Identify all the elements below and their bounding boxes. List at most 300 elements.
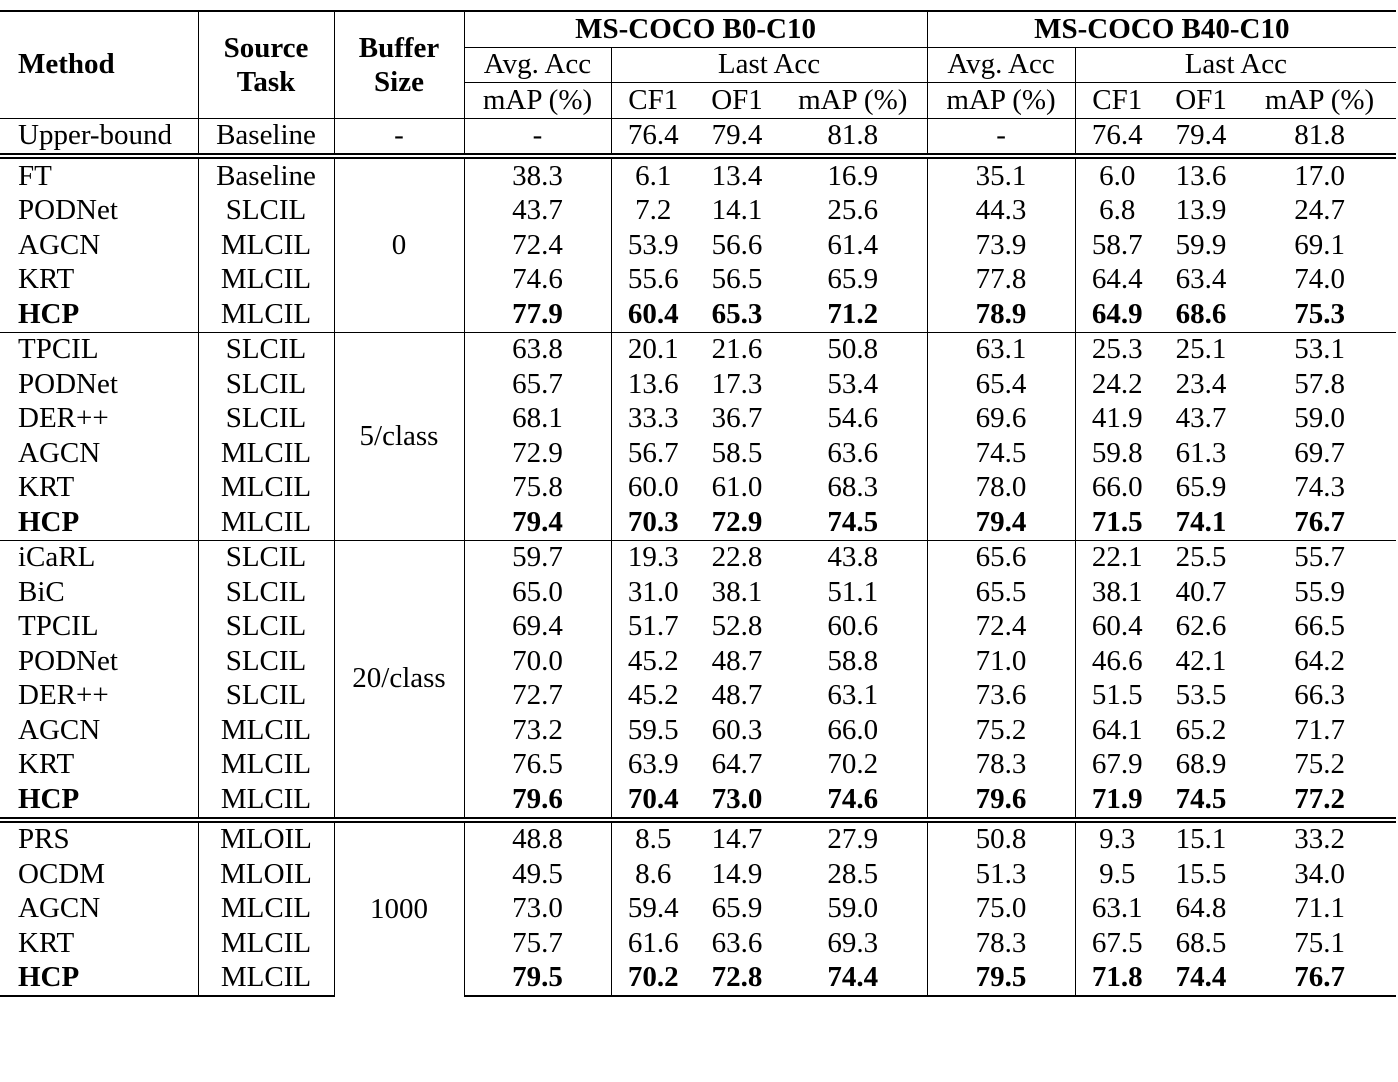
g2-of1-cell: 65.9 xyxy=(1175,471,1227,504)
g1-map-cell: 60.6 xyxy=(827,610,879,643)
method-cell: HCP xyxy=(18,782,80,815)
g2-of1-cell: 68.6 xyxy=(1175,297,1227,330)
g2-of1-cell: 25.1 xyxy=(1159,332,1243,367)
method-cell: DER++ xyxy=(18,402,109,435)
g1-cf1-cell: 60.4 xyxy=(611,297,695,332)
g1-avg-cell: 79.6 xyxy=(464,782,611,820)
table-body xyxy=(0,156,1396,996)
g2-of1-cell: 40.7 xyxy=(1175,575,1227,608)
g1-of1-cell: 48.7 xyxy=(711,679,763,712)
g1-of1-cell: 14.7 xyxy=(695,820,779,858)
g1-map-cell: 74.6 xyxy=(827,782,879,815)
g1-avg-map-header: mAP (%) xyxy=(464,83,611,119)
g1-cf1-cell: 31.0 xyxy=(611,575,695,610)
g2-map-cell: 71.1 xyxy=(1294,892,1345,925)
group2-header: MS-COCO B40-C10 xyxy=(927,11,1396,47)
upper-g1-cf1-cell: 76.4 xyxy=(611,118,695,156)
g2-of1-cell: 13.6 xyxy=(1159,156,1243,194)
g1-of1-cell: 14.9 xyxy=(711,857,763,890)
g2-of1-cell: 23.4 xyxy=(1175,367,1227,400)
method-cell: PODNet xyxy=(18,644,118,677)
g1-of1-header: OF1 xyxy=(711,83,763,116)
g1-map-cell: 61.4 xyxy=(827,228,879,261)
g2-of1-cell: 53.5 xyxy=(1175,679,1227,712)
g2-cf1-header: CF1 xyxy=(1075,83,1159,119)
g2-of1-cell: 68.5 xyxy=(1175,926,1227,959)
g1-avg-acc-header: Avg. Acc xyxy=(464,47,611,83)
g2-avg-cell: 78.9 xyxy=(927,297,1075,332)
source-cell: MLOIL xyxy=(198,820,334,858)
g2-avg-cell: 79.6 xyxy=(927,782,1075,820)
g2-avg-cell: 65.6 xyxy=(927,540,1075,575)
table-row xyxy=(0,402,1396,437)
method-cell: TPCIL xyxy=(0,332,198,367)
g1-map-cell: 71.2 xyxy=(827,297,879,330)
upper-source-cell: Baseline xyxy=(198,118,334,156)
buffer-size-cell: 1000 xyxy=(334,820,464,997)
method-cell: PODNet xyxy=(18,194,118,227)
source-cell: MLCIL xyxy=(198,297,334,332)
g2-map-cell: 66.3 xyxy=(1294,679,1345,712)
g1-of1-cell: 60.3 xyxy=(711,713,763,746)
table-row xyxy=(0,436,1396,471)
source-cell: SLCIL xyxy=(198,679,334,714)
g2-cf1-cell: 60.4 xyxy=(1075,610,1159,645)
g2-cf1-cell: 58.7 xyxy=(1075,228,1159,263)
table-row xyxy=(0,926,1396,961)
g1-avg-cell: 74.6 xyxy=(464,263,611,298)
upper-g2-cf1-cell: 76.4 xyxy=(1075,118,1159,156)
g1-map-cell: 63.6 xyxy=(827,436,879,469)
table-row xyxy=(0,679,1396,714)
g1-map-cell: 69.3 xyxy=(827,926,879,959)
g2-cf1-cell: 9.5 xyxy=(1075,857,1159,892)
buffer-size-cell: 5/class xyxy=(334,332,464,540)
g1-last-acc-header: Last Acc xyxy=(611,47,927,83)
g2-of1-cell: 42.1 xyxy=(1175,644,1227,677)
g2-cf1-cell: 66.0 xyxy=(1075,471,1159,506)
g1-of1-cell: 58.5 xyxy=(711,436,763,469)
g1-cf1-header: CF1 xyxy=(611,83,695,119)
source-cell: MLCIL xyxy=(198,471,334,506)
table-row xyxy=(0,367,1396,402)
method-cell: PRS xyxy=(0,820,198,858)
g1-of1-cell: 38.1 xyxy=(711,575,763,608)
g1-cf1-cell: 33.3 xyxy=(611,402,695,437)
g1-map-cell: 28.5 xyxy=(827,857,879,890)
upper-g2-of1-cell: 79.4 xyxy=(1159,118,1243,156)
g2-cf1-cell: 59.8 xyxy=(1075,436,1159,471)
g1-avg-cell: 73.0 xyxy=(464,892,611,927)
g1-of1-cell: 65.9 xyxy=(711,892,763,925)
g1-cf1-cell: 60.0 xyxy=(611,471,695,506)
g2-cf1-cell: 6.0 xyxy=(1075,156,1159,194)
method-cell: KRT xyxy=(18,926,75,959)
g1-map-cell: 25.6 xyxy=(827,194,879,227)
g2-cf1-cell: 63.1 xyxy=(1075,892,1159,927)
g1-cf1-cell: 6.1 xyxy=(611,156,695,194)
g2-map-cell: 64.2 xyxy=(1294,644,1345,677)
buffer-size-header-line2: Size xyxy=(374,65,424,98)
g2-cf1-cell: 51.5 xyxy=(1075,679,1159,714)
g2-map-cell: 55.7 xyxy=(1243,540,1396,575)
g1-cf1-cell: 59.5 xyxy=(611,713,695,748)
g2-cf1-cell: 64.9 xyxy=(1075,297,1159,332)
upper-g2-map-cell: 81.8 xyxy=(1243,118,1396,156)
g1-avg-cell: 79.5 xyxy=(464,961,611,997)
g2-cf1-cell: 9.3 xyxy=(1075,820,1159,858)
g2-map-cell: 34.0 xyxy=(1294,857,1345,890)
source-cell: MLCIL xyxy=(198,782,334,820)
g2-map-cell: 55.9 xyxy=(1294,575,1345,608)
g1-map-cell: 59.0 xyxy=(827,892,879,925)
method-cell: BiC xyxy=(18,575,65,608)
g1-map-cell: 74.4 xyxy=(779,961,927,997)
g1-map-cell: 51.1 xyxy=(827,575,879,608)
table-row xyxy=(0,297,1396,332)
g1-cf1-cell: 56.7 xyxy=(611,436,695,471)
g1-cf1-cell: 70.3 xyxy=(611,505,695,540)
table-header xyxy=(0,11,1396,156)
table-row xyxy=(0,857,1396,892)
g2-map-cell: 75.3 xyxy=(1294,297,1345,330)
g2-of1-cell: 63.4 xyxy=(1175,263,1227,296)
g2-map-cell: 17.0 xyxy=(1243,156,1396,194)
g1-cf1-cell: 13.6 xyxy=(611,367,695,402)
g2-avg-cell: 50.8 xyxy=(927,820,1075,858)
table-row xyxy=(0,263,1396,298)
g1-map-cell: 74.5 xyxy=(827,505,879,538)
g2-map-cell: 75.2 xyxy=(1294,748,1345,781)
upper-bound-row xyxy=(0,118,1396,156)
g2-avg-cell: 35.1 xyxy=(927,156,1075,194)
g1-avg-cell: 38.3 xyxy=(464,156,611,194)
g1-cf1-cell: 53.9 xyxy=(611,228,695,263)
g1-of1-cell: 72.9 xyxy=(711,505,763,538)
g1-map-cell: 63.1 xyxy=(827,679,879,712)
g2-map-cell: 74.3 xyxy=(1294,471,1345,504)
g1-cf1-cell: 45.2 xyxy=(611,679,695,714)
g1-cf1-cell: 70.4 xyxy=(611,782,695,820)
g1-of1-cell: 56.6 xyxy=(711,228,763,261)
g2-cf1-cell: 64.4 xyxy=(1075,263,1159,298)
g1-of1-cell: 36.7 xyxy=(711,402,763,435)
g1-of1-cell: 64.7 xyxy=(711,748,763,781)
table-row xyxy=(0,610,1396,645)
g1-map-cell: 65.9 xyxy=(827,263,879,296)
g2-avg-cell: 73.6 xyxy=(927,679,1075,714)
g1-map-cell: 66.0 xyxy=(827,713,879,746)
g1-map-cell: 50.8 xyxy=(779,332,927,367)
table-row xyxy=(0,332,1396,367)
g1-of1-cell: 72.8 xyxy=(695,961,779,997)
g1-of1-cell: 73.0 xyxy=(711,782,763,815)
g2-avg-cell: 63.1 xyxy=(927,332,1075,367)
g2-avg-cell: 51.3 xyxy=(927,857,1075,892)
g2-of1-cell: 74.1 xyxy=(1175,505,1227,538)
g1-last-map-header: mAP (%) xyxy=(798,83,908,116)
upper-g2-avg-cell: - xyxy=(927,118,1075,156)
g1-cf1-cell: 61.6 xyxy=(611,926,695,961)
g1-cf1-cell: 7.2 xyxy=(611,194,695,229)
source-task-header-line1: Source xyxy=(223,31,309,64)
g1-avg-cell: 76.5 xyxy=(464,748,611,783)
source-cell: MLCIL xyxy=(198,926,334,961)
g2-cf1-cell: 71.5 xyxy=(1075,505,1159,540)
table-row xyxy=(0,540,1396,575)
method-cell: HCP xyxy=(18,505,80,538)
g1-cf1-cell: 45.2 xyxy=(611,644,695,679)
g2-cf1-cell: 25.3 xyxy=(1075,332,1159,367)
table-row xyxy=(0,575,1396,610)
g2-avg-cell: 74.5 xyxy=(927,436,1075,471)
g2-cf1-cell: 67.5 xyxy=(1075,926,1159,961)
g2-map-cell: 53.1 xyxy=(1243,332,1396,367)
method-cell: AGCN xyxy=(18,892,101,925)
g2-of1-cell: 68.9 xyxy=(1175,748,1227,781)
g2-map-cell: 76.7 xyxy=(1294,505,1345,538)
source-task-header-line2: Task xyxy=(236,65,296,98)
g2-avg-cell: 79.5 xyxy=(927,961,1075,997)
g2-last-map-header: mAP (%) xyxy=(1264,83,1375,116)
source-cell: MLCIL xyxy=(198,892,334,927)
upper-g1-avg-cell: - xyxy=(464,118,611,156)
g1-map-cell: 53.4 xyxy=(827,367,879,400)
g2-cf1-cell: 71.9 xyxy=(1075,782,1159,820)
source-cell: MLCIL xyxy=(198,748,334,783)
g2-cf1-cell: 46.6 xyxy=(1075,644,1159,679)
g2-of1-cell: 64.8 xyxy=(1175,892,1227,925)
g1-avg-cell: 79.4 xyxy=(464,505,611,540)
g1-of1-cell: 14.1 xyxy=(711,194,763,227)
g1-avg-cell: 43.7 xyxy=(464,194,611,229)
group1-header: MS-COCO B0-C10 xyxy=(464,11,927,47)
method-header: Method xyxy=(0,11,198,118)
results-table xyxy=(0,10,1396,997)
g2-map-cell: 24.7 xyxy=(1294,194,1345,227)
table-row xyxy=(0,892,1396,927)
g2-map-cell: 33.2 xyxy=(1243,820,1396,858)
table-row xyxy=(0,156,1396,194)
table-row xyxy=(0,194,1396,229)
g2-map-cell: 74.0 xyxy=(1294,263,1345,296)
g2-map-cell: 69.1 xyxy=(1294,228,1345,261)
g1-cf1-cell: 51.7 xyxy=(611,610,695,645)
g1-map-cell: 16.9 xyxy=(779,156,927,194)
g1-of1-cell: 52.8 xyxy=(711,610,763,643)
g2-avg-cell: 69.6 xyxy=(927,402,1075,437)
g1-cf1-cell: 8.6 xyxy=(611,857,695,892)
method-cell: FT xyxy=(0,156,198,194)
table-row xyxy=(0,961,1396,997)
g2-avg-cell: 77.8 xyxy=(927,263,1075,298)
g1-avg-cell: 65.0 xyxy=(464,575,611,610)
g1-map-cell: 54.6 xyxy=(827,402,879,435)
g1-avg-cell: 49.5 xyxy=(464,857,611,892)
g2-cf1-cell: 6.8 xyxy=(1075,194,1159,229)
g2-cf1-cell: 22.1 xyxy=(1075,540,1159,575)
table-row xyxy=(0,505,1396,540)
method-cell: TPCIL xyxy=(18,610,99,643)
g2-of1-cell: 13.9 xyxy=(1175,194,1227,227)
g2-last-acc-header: Last Acc xyxy=(1075,47,1396,83)
method-cell: DER++ xyxy=(18,679,109,712)
source-cell: SLCIL xyxy=(198,540,334,575)
source-cell: SLCIL xyxy=(198,367,334,402)
source-cell: MLCIL xyxy=(198,961,334,997)
g2-map-cell: 77.2 xyxy=(1294,782,1345,815)
g1-map-cell: 27.9 xyxy=(779,820,927,858)
table-row xyxy=(0,820,1396,858)
g1-cf1-cell: 63.9 xyxy=(611,748,695,783)
g2-cf1-cell: 38.1 xyxy=(1075,575,1159,610)
g1-avg-cell: 72.7 xyxy=(464,679,611,714)
buffer-size-header-line1: Buffer xyxy=(358,31,440,64)
g2-of1-cell: 15.1 xyxy=(1159,820,1243,858)
g1-of1-cell: 65.3 xyxy=(711,297,763,330)
g2-of1-cell: 65.2 xyxy=(1175,713,1227,746)
g2-of1-cell: 61.3 xyxy=(1175,436,1227,469)
g2-avg-cell: 44.3 xyxy=(927,194,1075,229)
g2-cf1-cell: 67.9 xyxy=(1075,748,1159,783)
source-cell: SLCIL xyxy=(198,610,334,645)
method-cell: KRT xyxy=(18,471,75,504)
buffer-size-cell: 0 xyxy=(334,156,464,332)
g2-avg-cell: 65.4 xyxy=(927,367,1075,402)
source-cell: MLCIL xyxy=(198,713,334,748)
g2-avg-cell: 79.4 xyxy=(927,505,1075,540)
source-cell: MLCIL xyxy=(198,436,334,471)
source-cell: SLCIL xyxy=(198,402,334,437)
g1-avg-cell: 65.7 xyxy=(464,367,611,402)
g2-of1-cell: 15.5 xyxy=(1175,857,1227,890)
g1-avg-cell: 63.8 xyxy=(464,332,611,367)
method-cell: OCDM xyxy=(18,857,106,890)
source-cell: MLCIL xyxy=(198,263,334,298)
table-row xyxy=(0,644,1396,679)
source-cell: MLCIL xyxy=(198,505,334,540)
g1-of1-cell: 63.6 xyxy=(711,926,763,959)
source-cell: SLCIL xyxy=(198,332,334,367)
method-cell: iCaRL xyxy=(0,540,198,575)
g2-of1-cell: 74.5 xyxy=(1175,782,1227,815)
g1-avg-cell: 48.8 xyxy=(464,820,611,858)
source-cell: MLOIL xyxy=(198,857,334,892)
upper-g1-of1-cell: 79.4 xyxy=(695,118,779,156)
source-cell: SLCIL xyxy=(198,194,334,229)
g1-of1-cell: 56.5 xyxy=(711,263,763,296)
g2-of1-cell: 74.4 xyxy=(1159,961,1243,997)
upper-g1-map-cell: 81.8 xyxy=(779,118,927,156)
g1-cf1-cell: 59.4 xyxy=(611,892,695,927)
g2-avg-map-header: mAP (%) xyxy=(927,83,1075,119)
method-cell: KRT xyxy=(18,263,75,296)
g2-of1-cell: 59.9 xyxy=(1175,228,1227,261)
g1-avg-cell: 75.7 xyxy=(464,926,611,961)
g1-avg-cell: 72.4 xyxy=(464,228,611,263)
upper-method-cell: Upper-bound xyxy=(0,118,198,156)
g2-avg-cell: 75.2 xyxy=(927,713,1075,748)
method-cell: HCP xyxy=(0,961,198,997)
method-cell: AGCN xyxy=(18,228,101,261)
g2-of1-cell: 43.7 xyxy=(1175,402,1227,435)
g2-cf1-cell: 64.1 xyxy=(1075,713,1159,748)
g2-of1-cell: 25.5 xyxy=(1159,540,1243,575)
g2-map-cell: 71.7 xyxy=(1294,713,1345,746)
source-task-header xyxy=(198,11,334,118)
source-cell: Baseline xyxy=(198,156,334,194)
g2-cf1-cell: 41.9 xyxy=(1075,402,1159,437)
buffer-size-cell: 20/class xyxy=(334,540,464,820)
g2-cf1-cell: 71.8 xyxy=(1075,961,1159,997)
table-row xyxy=(0,782,1396,820)
g2-avg-cell: 78.3 xyxy=(927,926,1075,961)
g1-of1-cell: 17.3 xyxy=(711,367,763,400)
method-cell: AGCN xyxy=(18,713,101,746)
g1-avg-cell: 72.9 xyxy=(464,436,611,471)
table-row xyxy=(0,713,1396,748)
g1-of1-cell: 21.6 xyxy=(695,332,779,367)
g1-avg-cell: 73.2 xyxy=(464,713,611,748)
g2-of1-cell: 62.6 xyxy=(1175,610,1227,643)
table-row xyxy=(0,228,1396,263)
g2-map-cell: 57.8 xyxy=(1294,367,1345,400)
g2-avg-cell: 78.3 xyxy=(927,748,1075,783)
method-cell: KRT xyxy=(18,748,75,781)
g2-cf1-cell: 24.2 xyxy=(1075,367,1159,402)
g2-avg-cell: 72.4 xyxy=(927,610,1075,645)
g1-cf1-cell: 8.5 xyxy=(611,820,695,858)
g1-map-cell: 68.3 xyxy=(827,471,879,504)
method-cell: PODNet xyxy=(18,367,118,400)
table-row xyxy=(0,471,1396,506)
g1-cf1-cell: 20.1 xyxy=(611,332,695,367)
g2-map-cell: 66.5 xyxy=(1294,610,1345,643)
g2-map-cell: 76.7 xyxy=(1243,961,1396,997)
g2-map-cell: 69.7 xyxy=(1294,436,1345,469)
buffer-size-header xyxy=(334,11,464,118)
g2-avg-cell: 75.0 xyxy=(927,892,1075,927)
table-row xyxy=(0,748,1396,783)
g2-avg-acc-header: Avg. Acc xyxy=(927,47,1075,83)
g1-avg-cell: 77.9 xyxy=(464,297,611,332)
method-cell: AGCN xyxy=(18,436,101,469)
g2-map-cell: 75.1 xyxy=(1294,926,1345,959)
g1-avg-cell: 59.7 xyxy=(464,540,611,575)
g1-cf1-cell: 70.2 xyxy=(611,961,695,997)
g1-avg-cell: 70.0 xyxy=(464,644,611,679)
g1-avg-cell: 68.1 xyxy=(464,402,611,437)
header-row-1 xyxy=(0,11,1396,47)
g1-avg-cell: 75.8 xyxy=(464,471,611,506)
g2-avg-cell: 71.0 xyxy=(927,644,1075,679)
g1-cf1-cell: 55.6 xyxy=(611,263,695,298)
g1-map-cell: 70.2 xyxy=(827,748,879,781)
g1-of1-cell: 13.4 xyxy=(695,156,779,194)
g1-map-cell: 58.8 xyxy=(827,644,879,677)
g1-of1-cell: 22.8 xyxy=(695,540,779,575)
source-cell: SLCIL xyxy=(198,644,334,679)
g1-map-cell: 43.8 xyxy=(779,540,927,575)
method-cell: HCP xyxy=(18,297,80,330)
g1-of1-cell: 48.7 xyxy=(711,644,763,677)
g2-map-cell: 59.0 xyxy=(1294,402,1345,435)
g2-avg-cell: 78.0 xyxy=(927,471,1075,506)
g1-avg-cell: 69.4 xyxy=(464,610,611,645)
g1-cf1-cell: 19.3 xyxy=(611,540,695,575)
g2-avg-cell: 73.9 xyxy=(927,228,1075,263)
upper-buffer-cell: - xyxy=(334,118,464,156)
